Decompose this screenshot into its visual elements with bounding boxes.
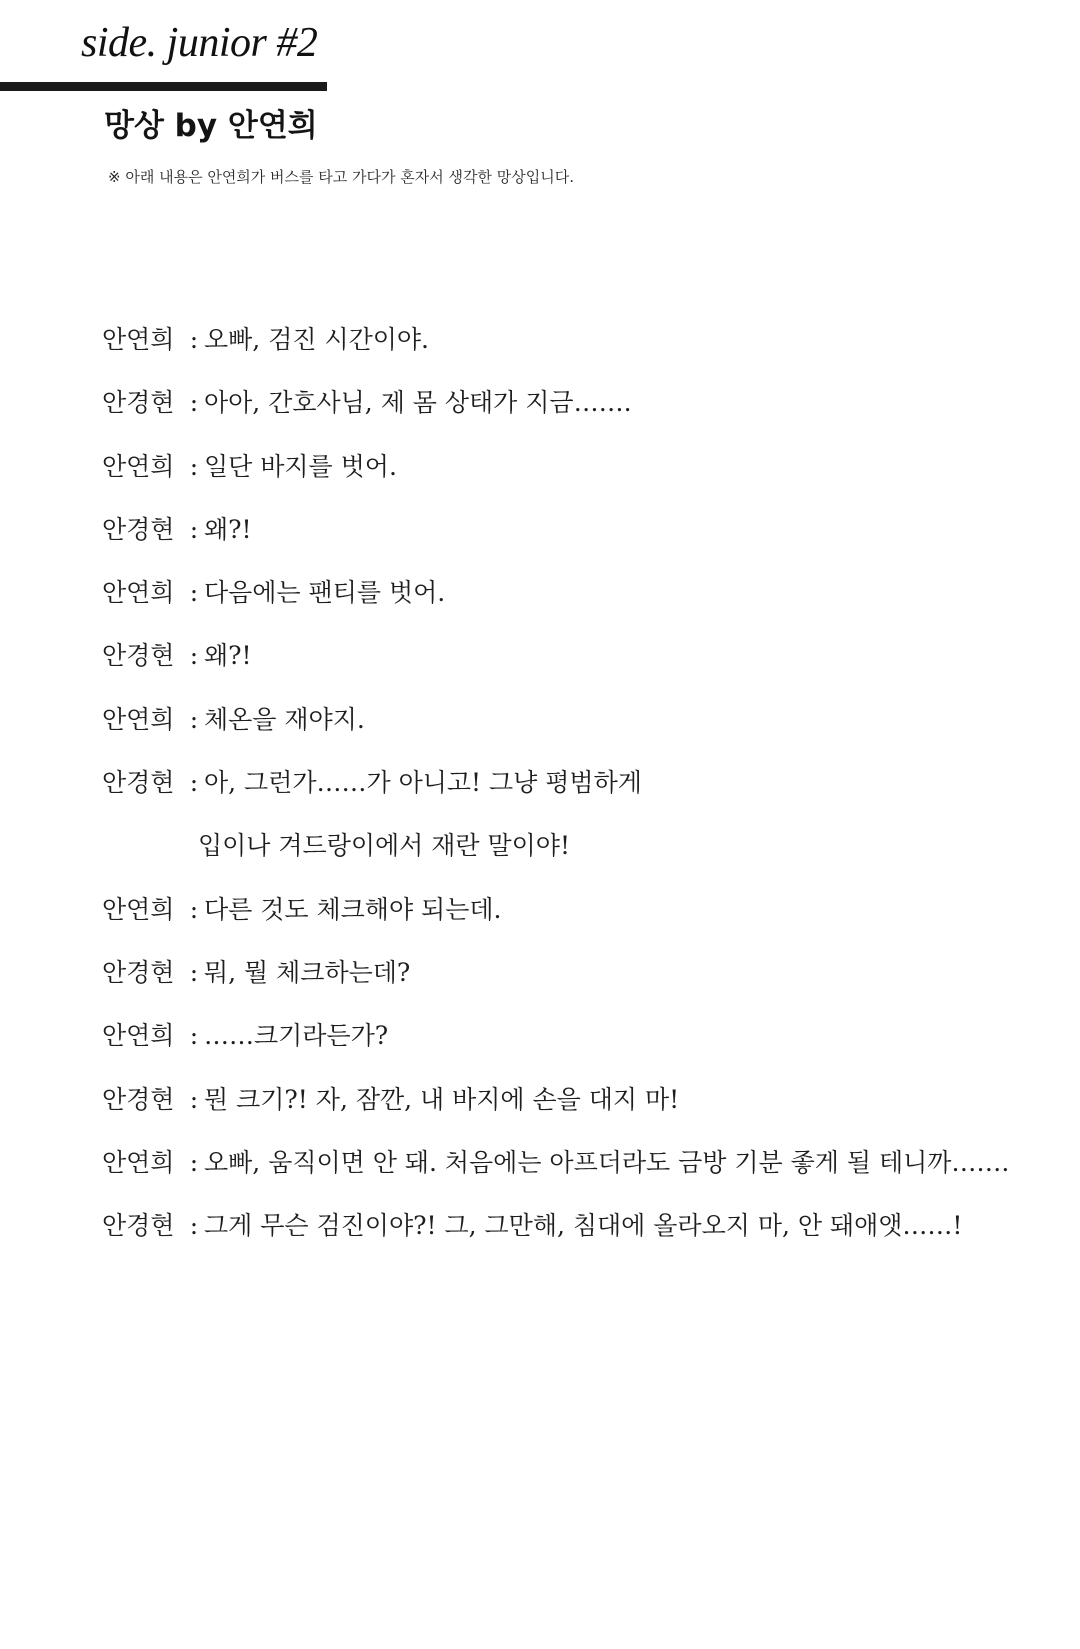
dialogue-line bbox=[102, 510, 1062, 573]
speaker-name: 안경현 bbox=[102, 957, 175, 987]
dialogue-line bbox=[102, 763, 1062, 826]
chapter-title: 망상 by 안연희 bbox=[104, 108, 318, 144]
speaker-colon: : bbox=[189, 957, 199, 987]
speech-text: 다음에는 팬티를 벗어. bbox=[204, 578, 446, 608]
dialogue-line bbox=[102, 700, 1062, 763]
speaker-name: 안경현 bbox=[102, 1084, 175, 1114]
speaker-name: 안연희 bbox=[102, 704, 175, 734]
dialogue-line bbox=[102, 890, 1062, 953]
speaker-name: 안경현 bbox=[102, 1211, 175, 1241]
dialogue-line bbox=[102, 383, 1062, 446]
dialogue-line bbox=[102, 1143, 1062, 1206]
section-rule bbox=[0, 82, 327, 91]
speech-text: ……크기라든가? bbox=[204, 1021, 389, 1051]
speaker-colon: : bbox=[189, 1211, 199, 1241]
speaker-name: 안경현 bbox=[102, 514, 175, 544]
speaker-colon: : bbox=[189, 451, 199, 481]
dialogue-line bbox=[102, 636, 1062, 699]
speaker-colon: : bbox=[189, 894, 199, 924]
section-title: side. junior #2 bbox=[81, 20, 318, 66]
chapter-note: ※ 아래 내용은 안연희가 버스를 타고 가다가 혼자서 생각한 망상입니다. bbox=[108, 168, 574, 186]
speech-text: 다른 것도 체크해야 되는데. bbox=[204, 894, 502, 924]
speech-text: 오빠, 움직이면 안 돼. 처음에는 아프더라도 금방 기분 좋게 될 테니까……. bbox=[204, 1147, 1010, 1177]
speech-text: 아, 그런가……가 아니고! 그냥 평범하게 bbox=[204, 768, 642, 798]
speaker-colon: : bbox=[189, 768, 199, 798]
speech-text: 뭐, 뭘 체크하는데? bbox=[204, 957, 411, 987]
dialogue-line bbox=[102, 573, 1062, 636]
dialogue-line bbox=[102, 447, 1062, 510]
dialogue-line bbox=[102, 320, 1062, 383]
speaker-name: 안연희 bbox=[102, 325, 175, 354]
dialogue-block bbox=[102, 320, 1062, 1269]
dialogue-line bbox=[102, 1080, 1062, 1143]
speech-text: 아아, 간호사님, 제 몸 상태가 지금……. bbox=[204, 388, 632, 418]
speech-text: 일단 바지를 벗어. bbox=[204, 451, 397, 481]
speech-text: 오빠, 검진 시간이야. bbox=[204, 325, 429, 354]
speaker-colon: : bbox=[189, 1021, 199, 1051]
dialogue-line bbox=[102, 1016, 1062, 1079]
speaker-colon: : bbox=[189, 388, 199, 418]
speaker-name: 안경현 bbox=[102, 768, 175, 798]
speaker-name: 안연희 bbox=[102, 1147, 175, 1177]
speaker-colon: : bbox=[189, 578, 199, 608]
dialogue-continuation-line bbox=[102, 826, 1062, 889]
speaker-name: 안경현 bbox=[102, 641, 175, 671]
speaker-colon: : bbox=[189, 641, 199, 671]
dialogue-line bbox=[102, 1206, 1062, 1269]
speech-text: 그게 무슨 검진이야?! 그, 그만해, 침대에 올라오지 마, 안 돼애앳……! bbox=[204, 1211, 963, 1241]
speaker-colon: : bbox=[189, 1084, 199, 1114]
speech-text: 왜?! bbox=[204, 641, 252, 671]
speaker-colon: : bbox=[189, 325, 199, 354]
speaker-colon: : bbox=[189, 704, 199, 734]
speech-text: 뭔 크기?! 자, 잠깐, 내 바지에 손을 대지 마! bbox=[204, 1084, 680, 1114]
speech-text: 체온을 재야지. bbox=[204, 704, 365, 734]
speaker-colon: : bbox=[189, 1147, 199, 1177]
speaker-name: 안연희 bbox=[102, 578, 175, 608]
speaker-name: 안연희 bbox=[102, 894, 175, 924]
speech-text: 입이나 겨드랑이에서 재란 말이야! bbox=[198, 831, 570, 861]
speaker-name: 안경현 bbox=[102, 388, 175, 418]
dialogue-line bbox=[102, 953, 1062, 1016]
speaker-name: 안연희 bbox=[102, 451, 175, 481]
speaker-name: 안연희 bbox=[102, 1021, 175, 1051]
speaker-colon: : bbox=[189, 514, 199, 544]
speech-text: 왜?! bbox=[204, 514, 252, 544]
